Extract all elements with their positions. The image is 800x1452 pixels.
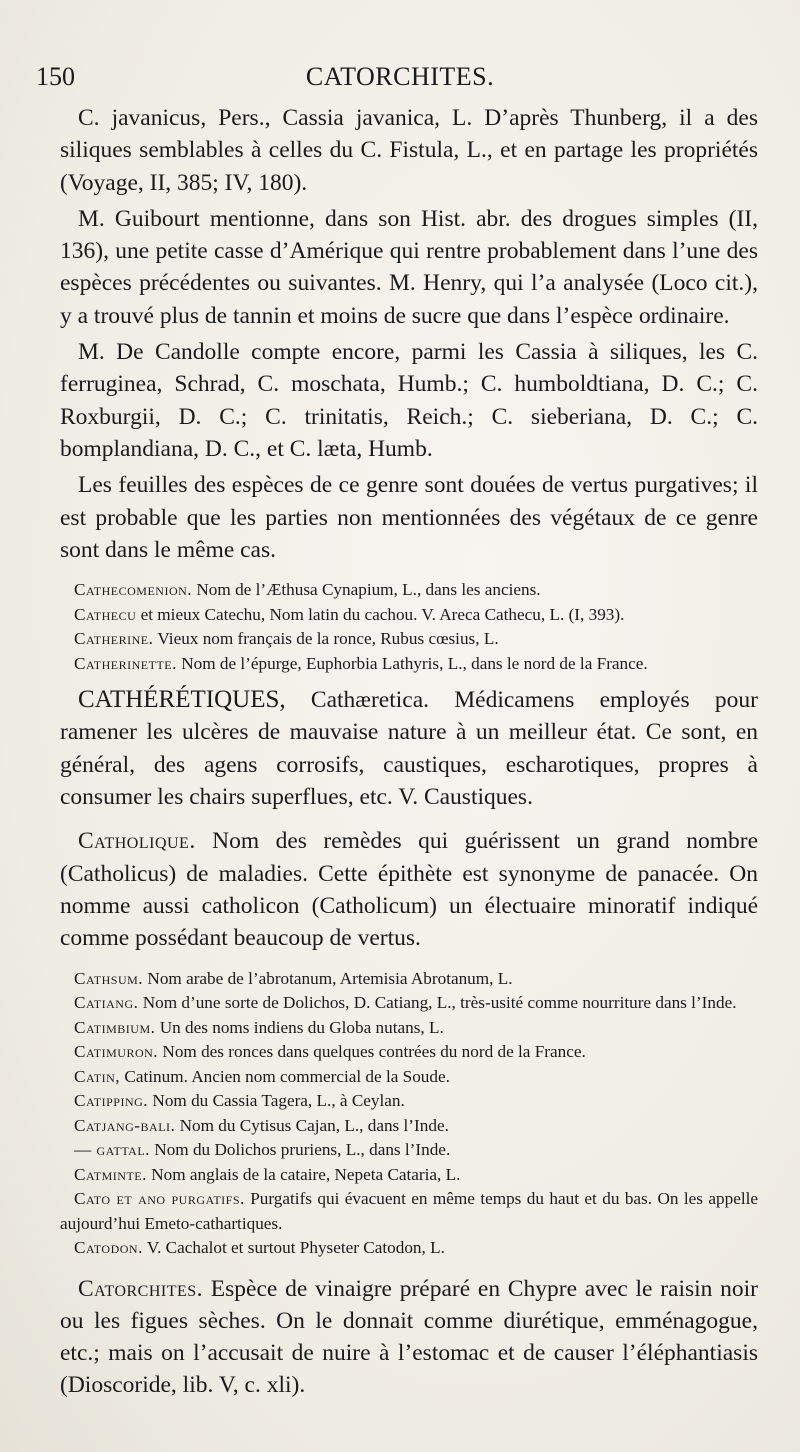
entry-catimuron: Catimuron. Nom des ronces dans quelques contrées du nord de la France.	[74, 1042, 586, 1062]
paragraph-guibourt: M. Guibourt mentionne, dans son Hist. abr. des drogues simples (II, 136), une petite casse d’Amérique qui rentre probablement dans l’une des espèces précédentes ou suivantes. M. Henry, qui l’a analysée (Loco cit.), y a trouvé plus de tannin et moins de sucre que dans l’espèce ordinaire.	[60, 205, 758, 329]
page-number: 150	[36, 62, 75, 91]
entry-catin: Catin, Catinum. Ancien nom commercial de la Soude.	[74, 1066, 450, 1086]
page-header	[36, 62, 764, 102]
entry-cato-et-ano: Cato et ano purgatifs. Purgatifs qui évacuent en même temps du haut et du bas. On les appelle aujourd’hui Emeto-cathartiques.	[60, 1189, 759, 1233]
paragraph-de-candolle: M. De Candolle compte encore, parmi les Cassia à siliques, les C. ferruginea, Schrad, C. moschata, Humb.; C. humboldtiana, D. C.; C. Roxburgii, D. C.; C. trinitatis, Reich.; C. sieberiana, D. C.; C. bomplandiana, D. C., et C. læta, Humb.	[60, 339, 758, 462]
entry-catiang: Catiang. Nom d’une sorte de Dolichos, D. Catiang, L., très-usité comme nourriture dans l’Inde.	[74, 993, 737, 1013]
running-head: CATORCHITES.	[305, 62, 495, 91]
paragraph-javanicus: C. javanicus, Pers., Cassia javanica, L. D’après Thunberg, il a des siliques semblables à celles du C. Fistula, L., et en partage les propriétés (Voyage, II, 385; IV, 180).	[60, 105, 758, 196]
entry-cathecu: Cathecu et mieux Catechu, Nom latin du cachou. V. Areca Cathecu, L. (I, 393).	[74, 604, 625, 624]
page-body	[60, 102, 758, 1406]
entry-catholique: Catholique. Nom des remèdes qui guérissent un grand nombre (Catholicus) de maladies. Cette épithète est synonyme de panacée. On nomme aussi catholicon (Catholicum) un électuaire minoratif indiqué comme possédant beaucoup de vertus.	[60, 828, 758, 952]
entry-catipping: Catipping. Nom du Cassia Tagera, L., à Ceylan.	[74, 1091, 405, 1111]
entry-cathsum: Cathsum. Nom arabe de l’abrotanum, Artemisia Abrotanum, L.	[74, 968, 513, 988]
entry-catorchites: Catorchites. Espèce de vinaigre préparé en Chypre avec le raisin noir ou les figues sèches. On le donnait comme diurétique, emménagogue, etc.; mais on l’accusait de nuire à l’estomac et de causer l’éléphantiasis (Dioscoride, lib. V, c. xli).	[60, 1275, 759, 1399]
entry-catjang-bali: Catjang-bali. Nom du Cytisus Cajan, L., dans l’Inde.	[74, 1115, 449, 1135]
entry-catodon: Catodon. V. Cachalot et surtout Physeter Catodon, L.	[74, 1238, 445, 1258]
entry-catimbium: Catimbium. Un des noms indiens du Globa nutans, L.	[74, 1017, 444, 1037]
entry-catminte: Catminte. Nom anglais de la cataire, Nepeta Cataria, L.	[74, 1164, 461, 1184]
entry-catjang-gattal: — gattal. Nom du Dolichos pruriens, L., dans l’Inde.	[74, 1140, 451, 1160]
entry-catherine: Catherine. Vieux nom français de la ronce, Rubus cœsius, L.	[74, 629, 499, 649]
entry-cathecomenion: Cathecomenion. Nom de l’Æthusa Cynapium, L., dans les anciens.	[74, 580, 541, 600]
entry-catheretiques: CATHÉRÉTIQUES, Cathæretica. Médicamens employés pour ramener les ulcères de mauvaise nature à un meilleur état. Ce sont, en général, des agens corrosifs, caustiques, escharotiques, propres à consumer les chairs superflues, etc. V. Caustiques.	[60, 686, 758, 811]
entry-catherinette: Catherinette. Nom de l’épurge, Euphorbia Lathyris, L., dans le nord de la France.	[74, 653, 648, 673]
paragraph-feuilles: Les feuilles des espèces de ce genre sont douées de vertus purgatives; il est probable que les parties non mentionnées des végétaux de ce genre sont dans le même cas.	[60, 472, 758, 563]
